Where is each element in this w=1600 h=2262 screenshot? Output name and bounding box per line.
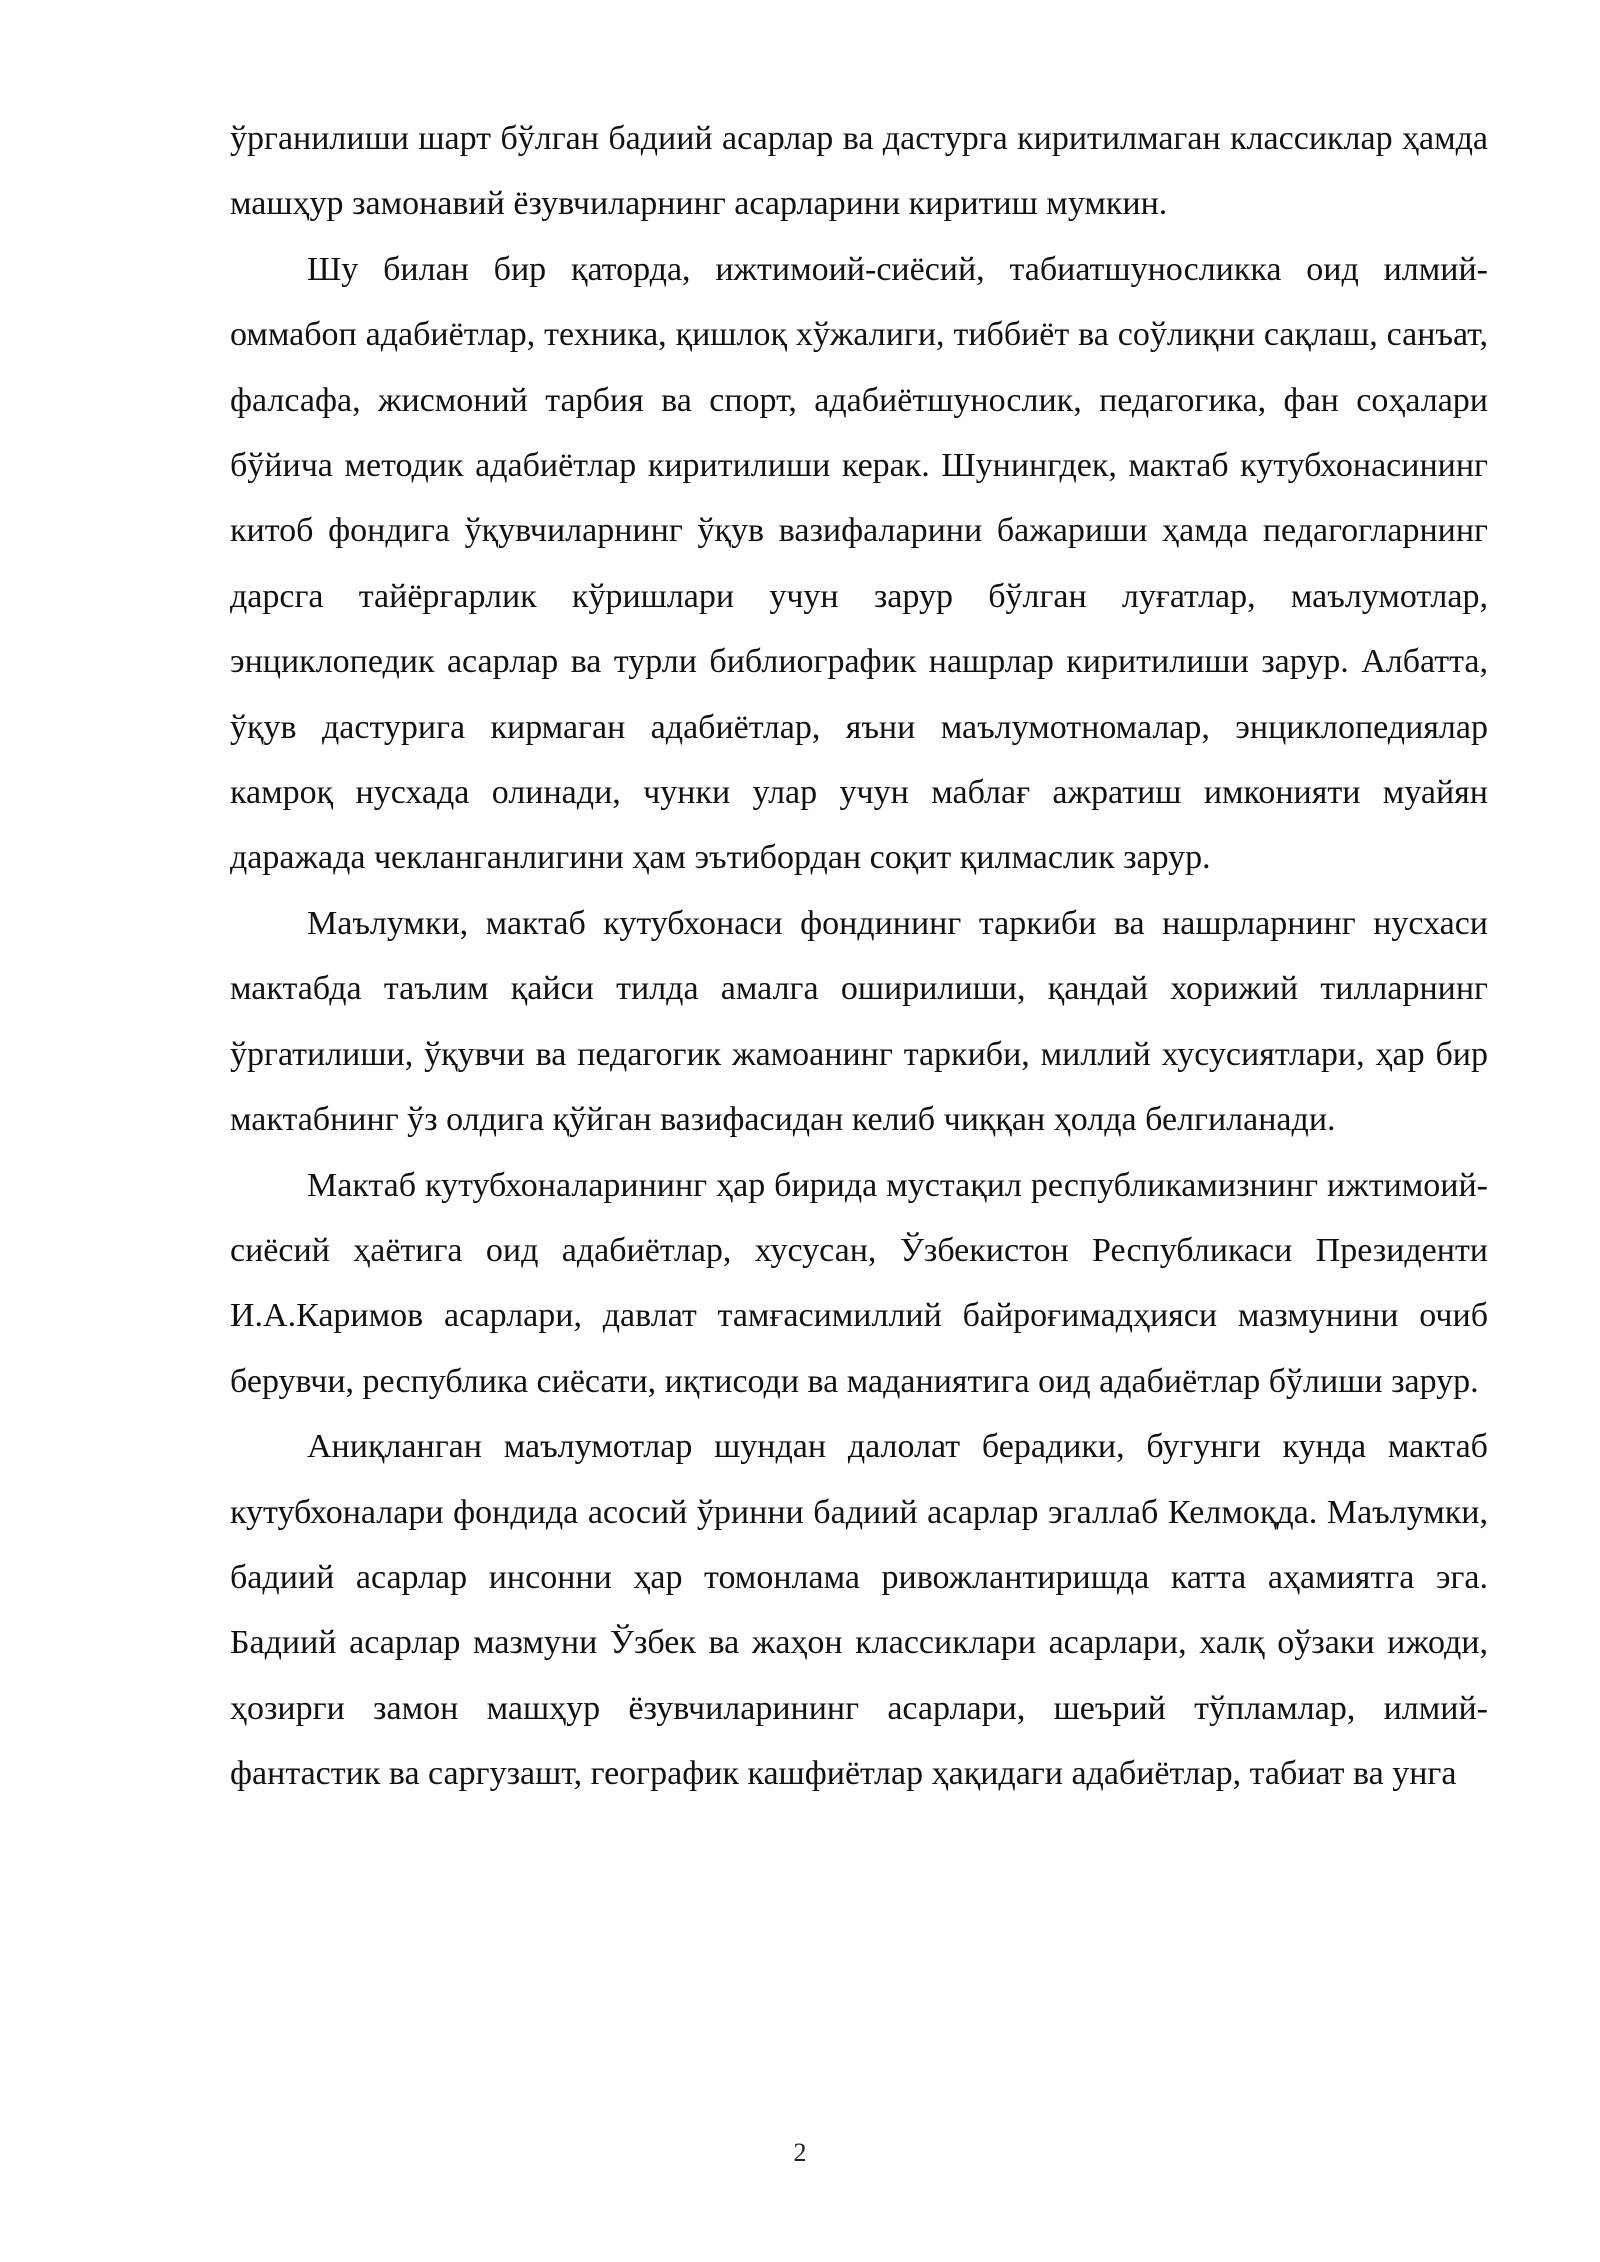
page-number: 2 xyxy=(793,2138,807,2167)
paragraph: Мактаб кутубхоналарининг ҳар бирида мустақил республикамизнинг ижтимоий-сиёсий ҳаётига оид адабиётлар, хусусан, Ўзбекистон Республикаси Президенти И.А.Каримов асарлари, давлат тамғасимиллий байроғимадҳияси мазмунини очиб берувчи, республика сиёсати, иқтисоди ва маданиятига оид адабиётлар бўлиши зарур. xyxy=(230,1166,1488,1400)
document-page xyxy=(230,106,1488,1807)
paragraph: Маълумки, мактаб кутубхонаси фондининг таркиби ва нашрларнинг нусхаси мактабда таълим қайси тилда амалга оширилиши, қандай хорижий тилларнинг ўргатилиши, ўқувчи ва педагогик жамоанинг таркиби, миллий хусусиятлари, ҳар бир мактабнинг ўз олдига қўйган вазифасидан келиб чиққан ҳолда белгиланади. xyxy=(230,904,1488,1139)
paragraph-continuation: ўрганилиши шарт бўлган бадиий асарлар ва дастурга киритилмаган классиклар ҳамда машҳур замонавий ёзувчиларнинг асарларини киритиш мумкин. xyxy=(230,120,1488,223)
paragraph: Аниқланган маълумотлар шундан далолат берадики, бугунги кунда мактаб кутубхоналари фондида асосий ўринни бадиий асарлар эгаллаб Келмоқда. Маълумки, бадиий асарлар инсонни ҳар томонлама ривожлантиришда катта аҳамиятга эга. Бадиий асарлар мазмуни Ўзбек ва жаҳон классиклари асарлари, халқ оўзаки ижоди, ҳозирги замон машҳур ёзувчиларининг асарлари, шеърий тўпламлар, илмий-фантастик ва саргузашт, географик кашфиётлар ҳақидаги адабиётлар, табиат ва унга xyxy=(230,1428,1488,1793)
paragraph: Шу билан бир қаторда, ижтимоий-сиёсий, табиатшуносликка оид илмий-оммабоп адабиётлар, техника, қишлоқ хўжалиги, тиббиёт ва соўлиқни сақлаш, санъат, фалсафа, жисмоний тарбия ва спорт, адабиётшунослик, педагогика, фан соҳалари бўйича методик адабиётлар киритилиши керак. Шунингдек, мактаб кутубхонасининг китоб фондига ўқувчиларнинг ўқув вазифаларини бажариши ҳамда педагогларнинг дарсга тайёргарлик кўришлари учун зарур бўлган луғатлар, маълумотлар, энциклопедик асарлар ва турли библиографик нашрлар киритилиши зарур. Албатта, ўқув дастурига кирмаган адабиётлар, яъни маълумотномалар, энциклопедиялар камроқ нусхада олинади, чунки улар учун маблағ ажратиш имконияти муайян даражада чекланганлигини ҳам эътибордан соқит қилмаслик зарур. xyxy=(230,250,1488,877)
